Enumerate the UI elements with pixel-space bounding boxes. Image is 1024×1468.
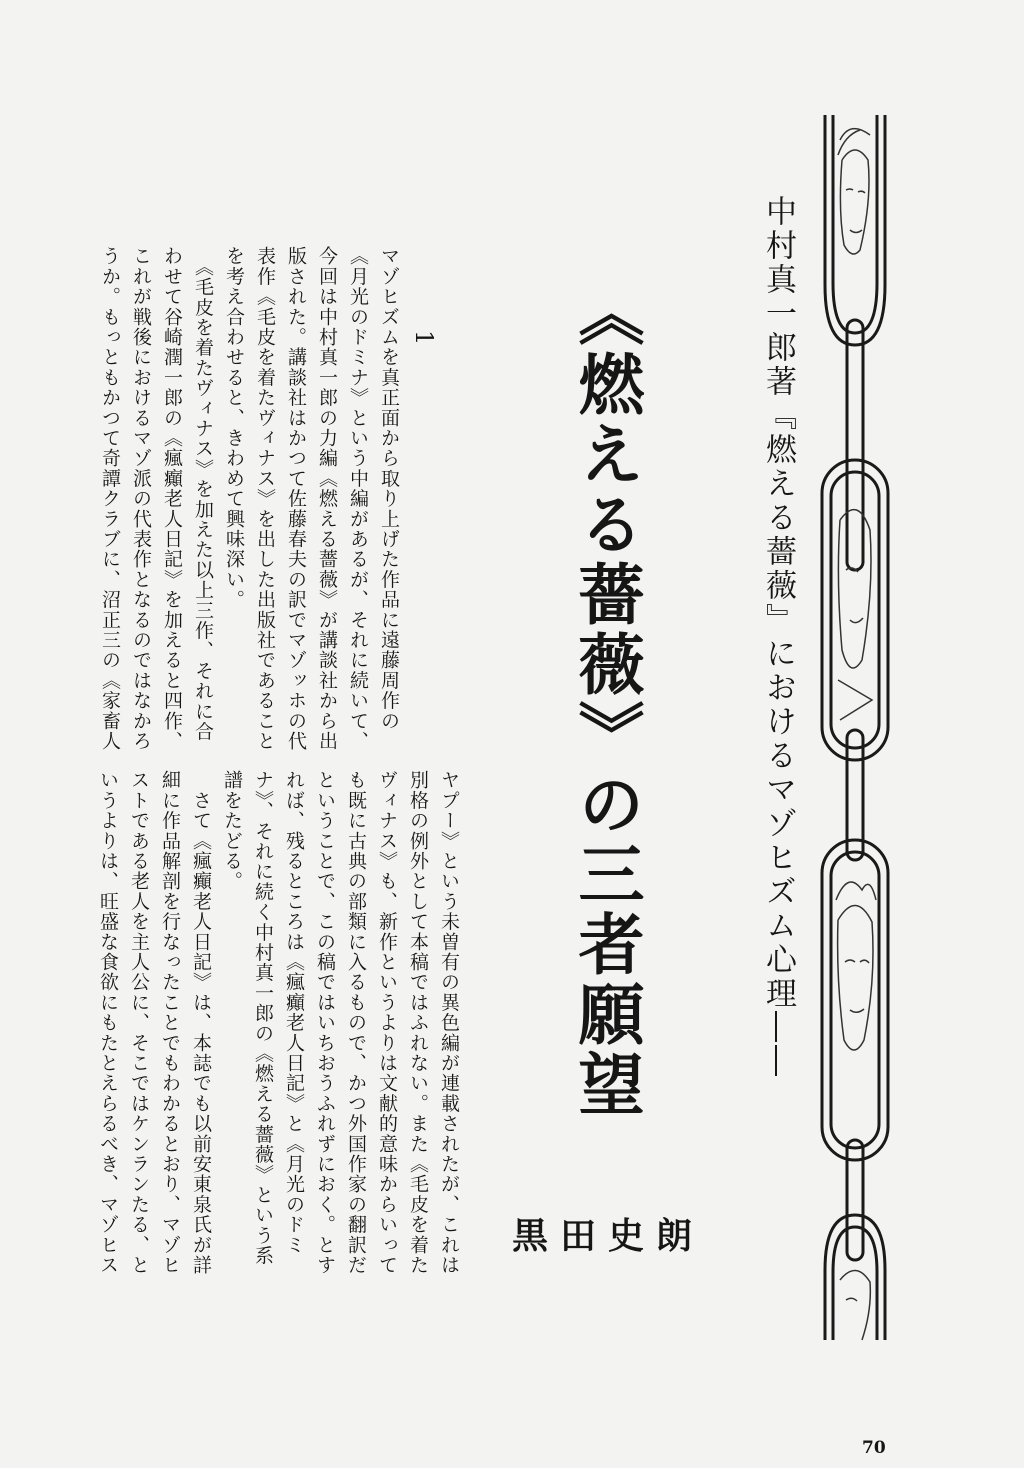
author-name: 黒田史朗 — [511, 1216, 704, 1257]
article-title: 《燃える薔薇》の三者願望 — [567, 280, 645, 1120]
section-number: 1 — [410, 330, 438, 346]
chain-connector — [847, 1140, 863, 1260]
article-subtitle: 中村真一郎著『燃える薔薇』におけるマゾヒズム心理―― — [760, 195, 796, 1079]
chain-connector — [847, 320, 863, 570]
chain-illustration — [800, 100, 910, 1350]
body-text-upper: マゾヒズムを真正面から取り上げた作品に遠藤周作の 《月光のドミナ》という中編があるが、それに続いて、 今回は中村真一郎の力編《燃える薔薇》が講談社から出 版された。講談社はかつて佐藤春夫の訳でマゾッホの代 表作《毛皮を着たヴィナス》を出した出版社であること を考え合わせると、きわめて興味深い。 《毛皮を着たヴィナス》を加えた以上三作、それに合 わせて谷崎潤一郎の《瘋癲老人日記》を加えると四作、 これが戦後におけるマゾ派の代表作となるのではなかろ うか。もっともかつて奇譚クラブに、沼正三の《家畜人 — [99, 246, 400, 751]
face-drawing-lower — [836, 882, 876, 1050]
body-text-lower: ヤプー》という未曽有の異色編が連載されたが、これは 別格の例外として本稿ではふれない。また《毛皮を着た ヴィナス》も、新作というよりは文献的意味からいって も既に古典の部類に入るもので、かつ外国作家の翻訳だ ということで、この稿ではいちおうふれずにおく。とす れば、残るところは《瘋癲老人日記》と《月光のドミ ナ》、それに続く中村真一郎の《燃える薔薇》という系 譜をたどる。 さて《瘋癲老人日記》は、本誌でも以前安東泉氏が詳 細に作品解剖を行なったことでもわかるとおり、マゾヒ ストである老人を主人公に、そこではケンランたる、と いうよりは、旺盛な食欲にもたとえらるべき、マゾヒス — [97, 770, 460, 1275]
page-number: 70 — [862, 1438, 886, 1458]
face-drawing-bottom — [840, 1270, 870, 1340]
face-drawing-middle — [838, 510, 872, 720]
face-drawing-top — [838, 129, 870, 254]
